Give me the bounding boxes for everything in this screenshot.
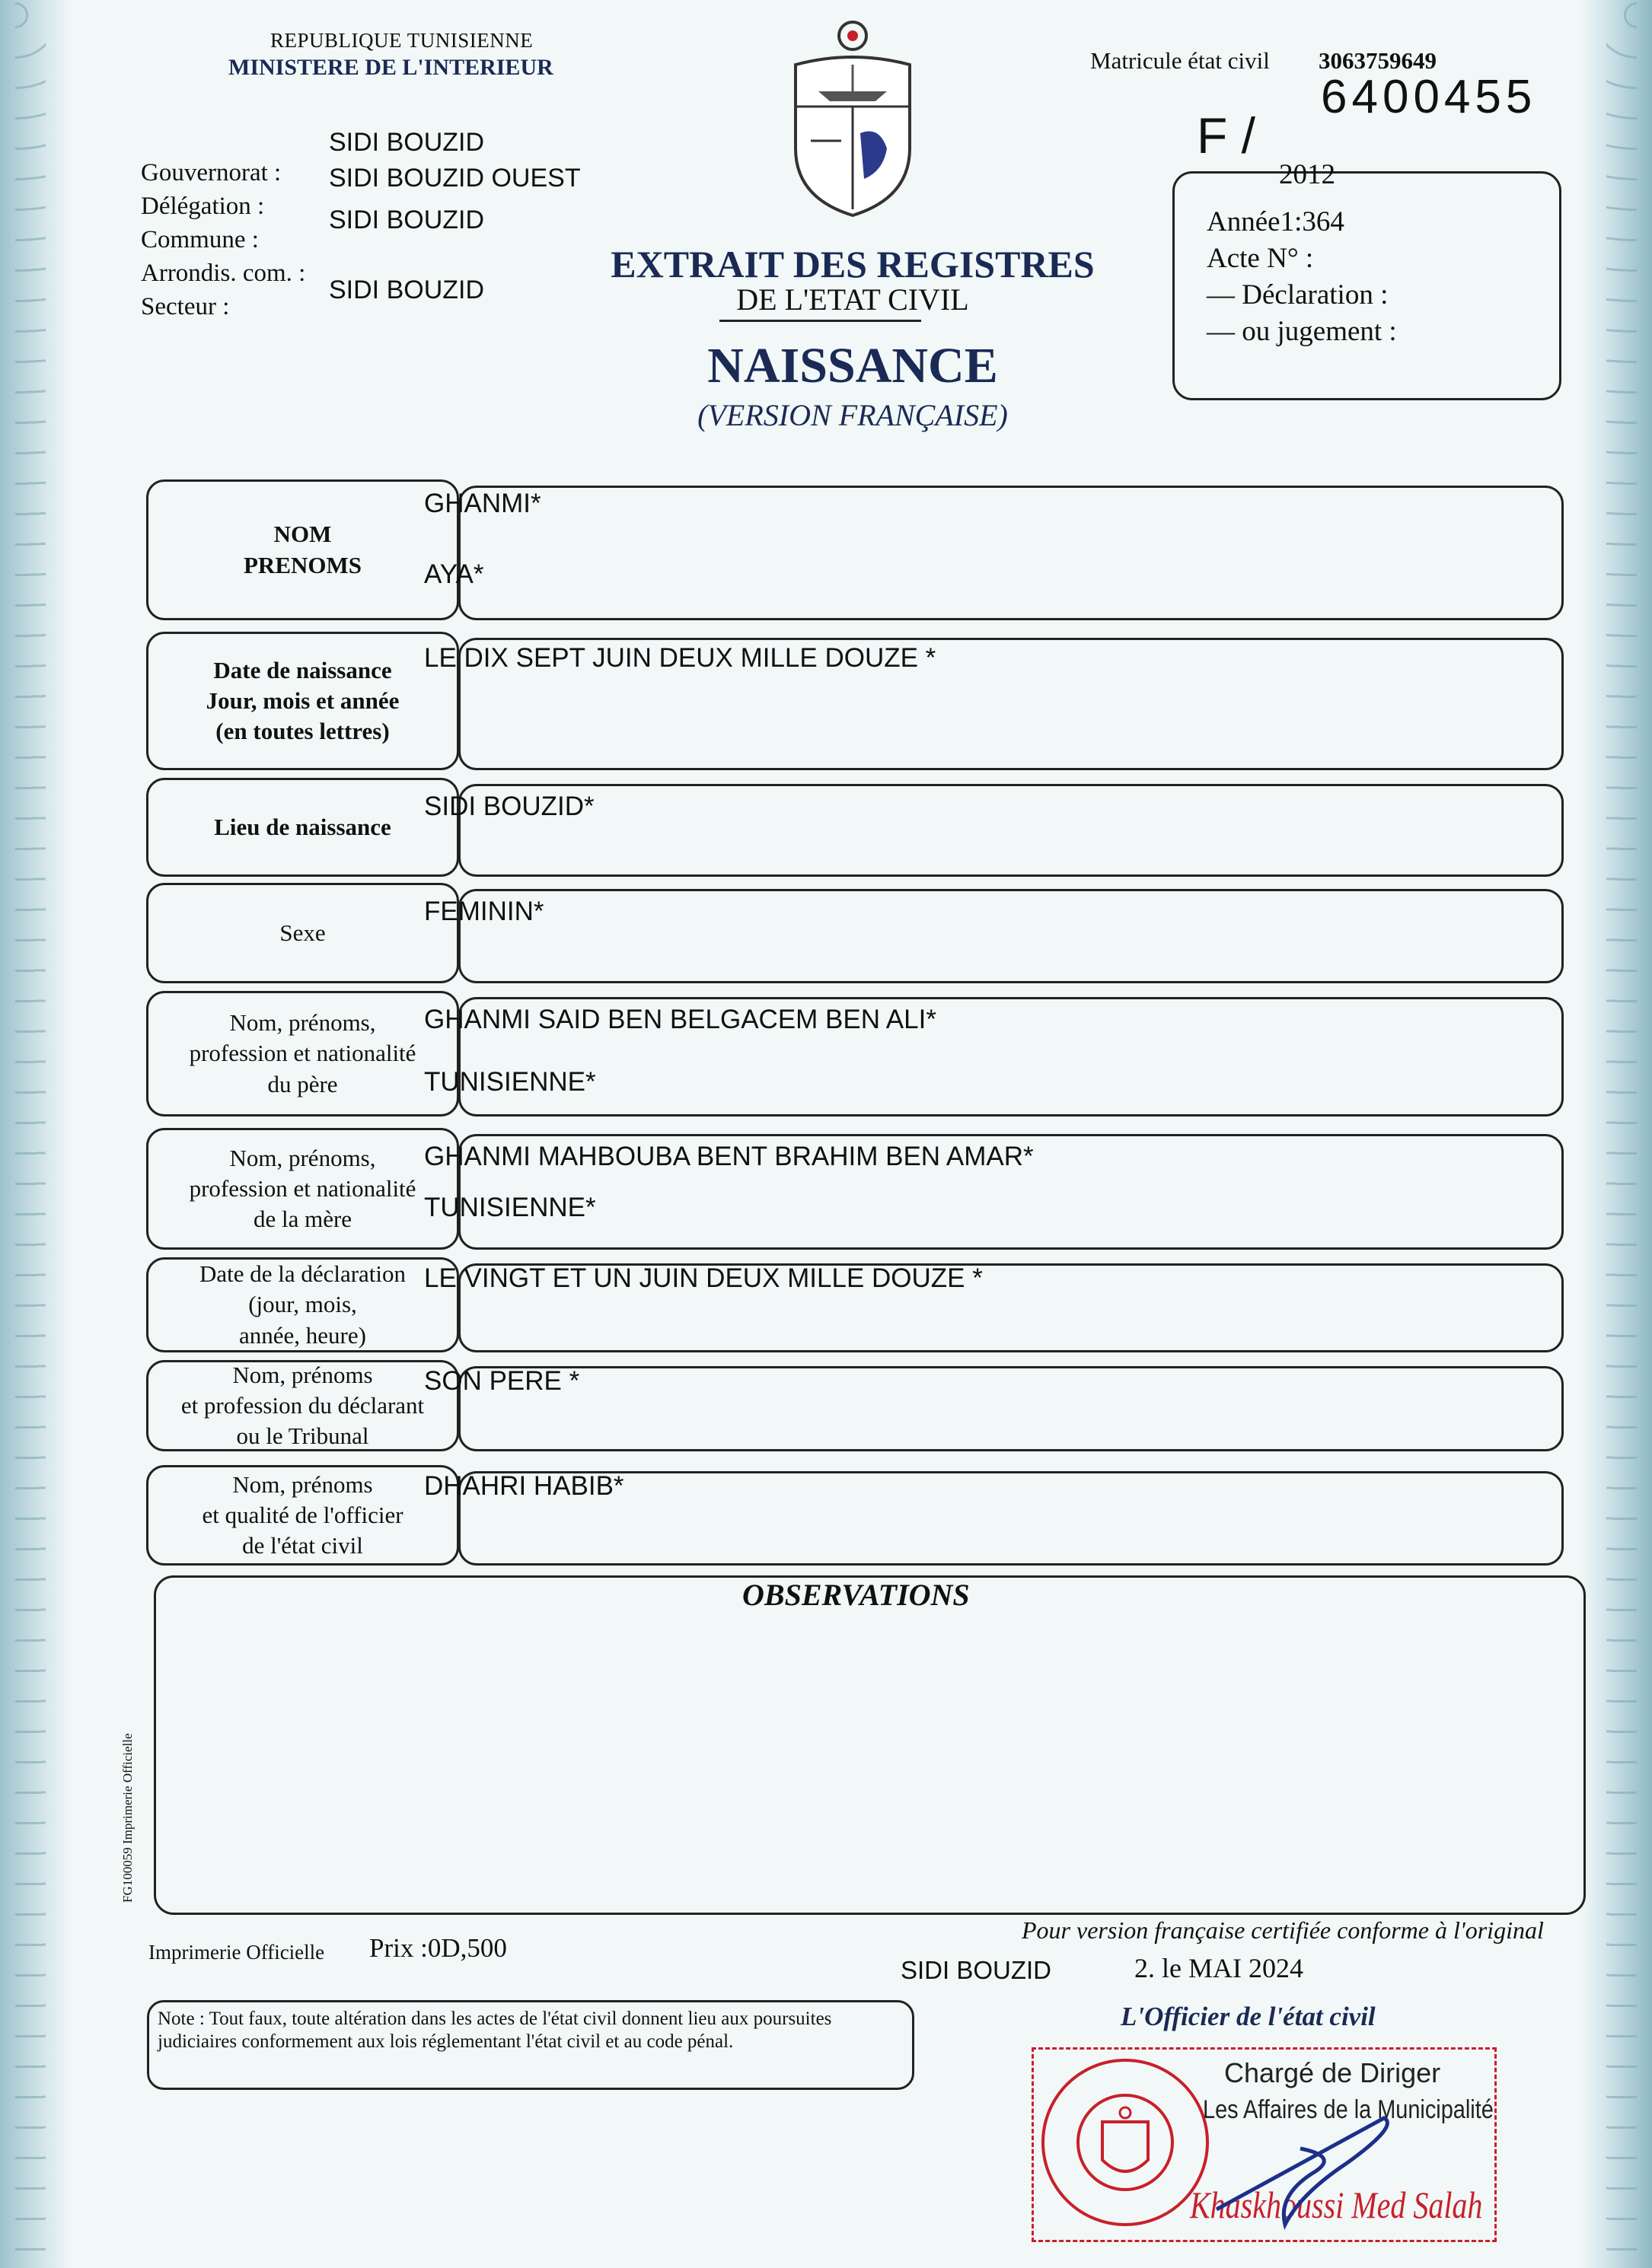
row-value: GHANMI*: [424, 489, 541, 518]
officer-title: L'Officier de l'état civil: [1121, 2002, 1376, 2031]
record-row: [146, 1128, 1564, 1250]
stamped-prefix: F /: [1197, 107, 1255, 164]
legal-note: Note : Tout faux, toute altération dans les actes de l'état civil donnent lieu aux poursuites judiciaires conformement aux lois réglementant l'état civil et au code pénal.: [158, 2008, 832, 2052]
year-stamp: 2012: [1279, 159, 1335, 190]
row-label: NOM PRENOMS: [146, 479, 459, 620]
row-value-box: [458, 784, 1564, 877]
row-value: GHANMI MAHBOUBA BENT BRAHIM BEN AMAR*: [424, 1142, 1034, 1171]
declaration-label: — Déclaration :: [1207, 279, 1389, 311]
jugement-label: — ou jugement :: [1207, 316, 1397, 347]
side-print-code: FG100059 Imprimerie Officielle: [120, 1733, 135, 1903]
row-value-box: [458, 889, 1564, 983]
republic-label: REPUBLIQUE TUNISIENNE: [270, 29, 534, 52]
row-value: TUNISIENNE*: [424, 1193, 596, 1222]
right-wave-pattern: [1606, 0, 1637, 2268]
version-label: (VERSION FRANÇAISE): [697, 398, 1008, 432]
row-value: DHAHRI HABIB*: [424, 1471, 624, 1501]
commune-value: SIDI BOUZID: [329, 205, 485, 234]
secteur-value: SIDI BOUZID: [329, 276, 485, 304]
matricule-label: Matricule état civil: [1090, 47, 1270, 74]
commune-label: Commune :: [141, 226, 259, 253]
row-label: Date de la déclaration (jour, mois, année, heure): [146, 1257, 459, 1352]
act-type-title: NAISSANCE: [707, 338, 998, 393]
tunisia-coat-of-arms-icon: [788, 19, 917, 221]
row-label: Nom, prénoms et profession du déclarant ou le Tribunal: [146, 1360, 459, 1451]
gouvernorat-value: SIDI BOUZID: [329, 128, 485, 157]
arrondissement-label: Arrondis. com. :: [141, 260, 306, 287]
row-value: SON PERE *: [424, 1366, 580, 1396]
row-label: Nom, prénoms, profession et nationalité de la mère: [146, 1128, 459, 1250]
stamp-line-1: Chargé de Diriger: [1224, 2057, 1441, 2088]
delegation-label: Délégation :: [141, 193, 265, 220]
matricule-value: 3063759649: [1319, 47, 1437, 74]
record-row: [146, 1465, 1564, 1566]
certification-text: Pour version française certifiée conforme à l'original: [1022, 1916, 1544, 1944]
row-value-box: [458, 486, 1564, 620]
left-wave-pattern: [15, 0, 46, 2268]
signature-icon: [1209, 2103, 1399, 2232]
document-title: EXTRAIT DES REGISTRES: [611, 243, 1095, 285]
location-labels: [141, 156, 305, 323]
observations-box: [154, 1575, 1586, 1915]
annee-value: Année1:364: [1207, 206, 1344, 237]
row-value: AYA*: [424, 559, 484, 589]
row-value: GHANMI SAID BEN BELGACEM BEN ALI*: [424, 1005, 936, 1034]
delegation-value: SIDI BOUZID OUEST: [329, 164, 581, 193]
row-value-box: [458, 1366, 1564, 1451]
stamp-seal-icon: [1038, 2053, 1213, 2232]
record-row: [146, 1360, 1564, 1451]
gouvernorat-label: Gouvernorat :: [141, 159, 282, 186]
document-subtitle: DE L'ETAT CIVIL: [736, 282, 969, 317]
secteur-label: Secteur :: [141, 293, 230, 320]
row-value: LE VINGT ET UN JUIN DEUX MILLE DOUZE *: [424, 1263, 983, 1293]
stamp-line-2: Les Affaires de la Municipalité: [1203, 2095, 1494, 2124]
record-row: [146, 883, 1564, 983]
row-value: TUNISIENNE*: [424, 1067, 596, 1097]
stamped-number: 6400455: [1321, 71, 1537, 123]
row-value: SIDI BOUZID*: [424, 792, 595, 821]
row-label: Nom, prénoms, profession et nationalité du père: [146, 991, 459, 1116]
acte-number-label: Acte N° :: [1207, 243, 1314, 274]
row-label: Sexe: [146, 883, 459, 983]
row-value: FEMININ*: [424, 897, 544, 926]
acte-details: [1207, 204, 1397, 350]
ministry-label: MINISTERE DE L'INTERIEUR: [228, 55, 553, 80]
issue-place: SIDI BOUZID: [901, 1956, 1052, 1984]
official-stamp: [1032, 2047, 1497, 2242]
stamp-name: Khaskhoussi Med Salah: [1190, 2184, 1483, 2226]
row-value: LE DIX SEPT JUIN DEUX MILLE DOUZE *: [424, 643, 936, 673]
printer-label: Imprimerie Officielle: [148, 1941, 325, 1964]
observations-title: OBSERVATIONS: [742, 1578, 970, 1612]
row-label: Lieu de naissance: [146, 778, 459, 877]
price-label: Prix :0D,500: [369, 1933, 507, 1963]
record-row: [146, 479, 1564, 620]
title-divider: [719, 320, 921, 322]
issue-date: 2. le MAI 2024: [1134, 1953, 1303, 1983]
record-row: [146, 778, 1564, 877]
record-row: [146, 632, 1564, 770]
row-label: Date de naissance Jour, mois et année (en toutes lettres): [146, 632, 459, 770]
record-row: [146, 991, 1564, 1116]
row-label: Nom, prénoms et qualité de l'officier de l'état civil: [146, 1465, 459, 1566]
record-row: [146, 1257, 1564, 1352]
